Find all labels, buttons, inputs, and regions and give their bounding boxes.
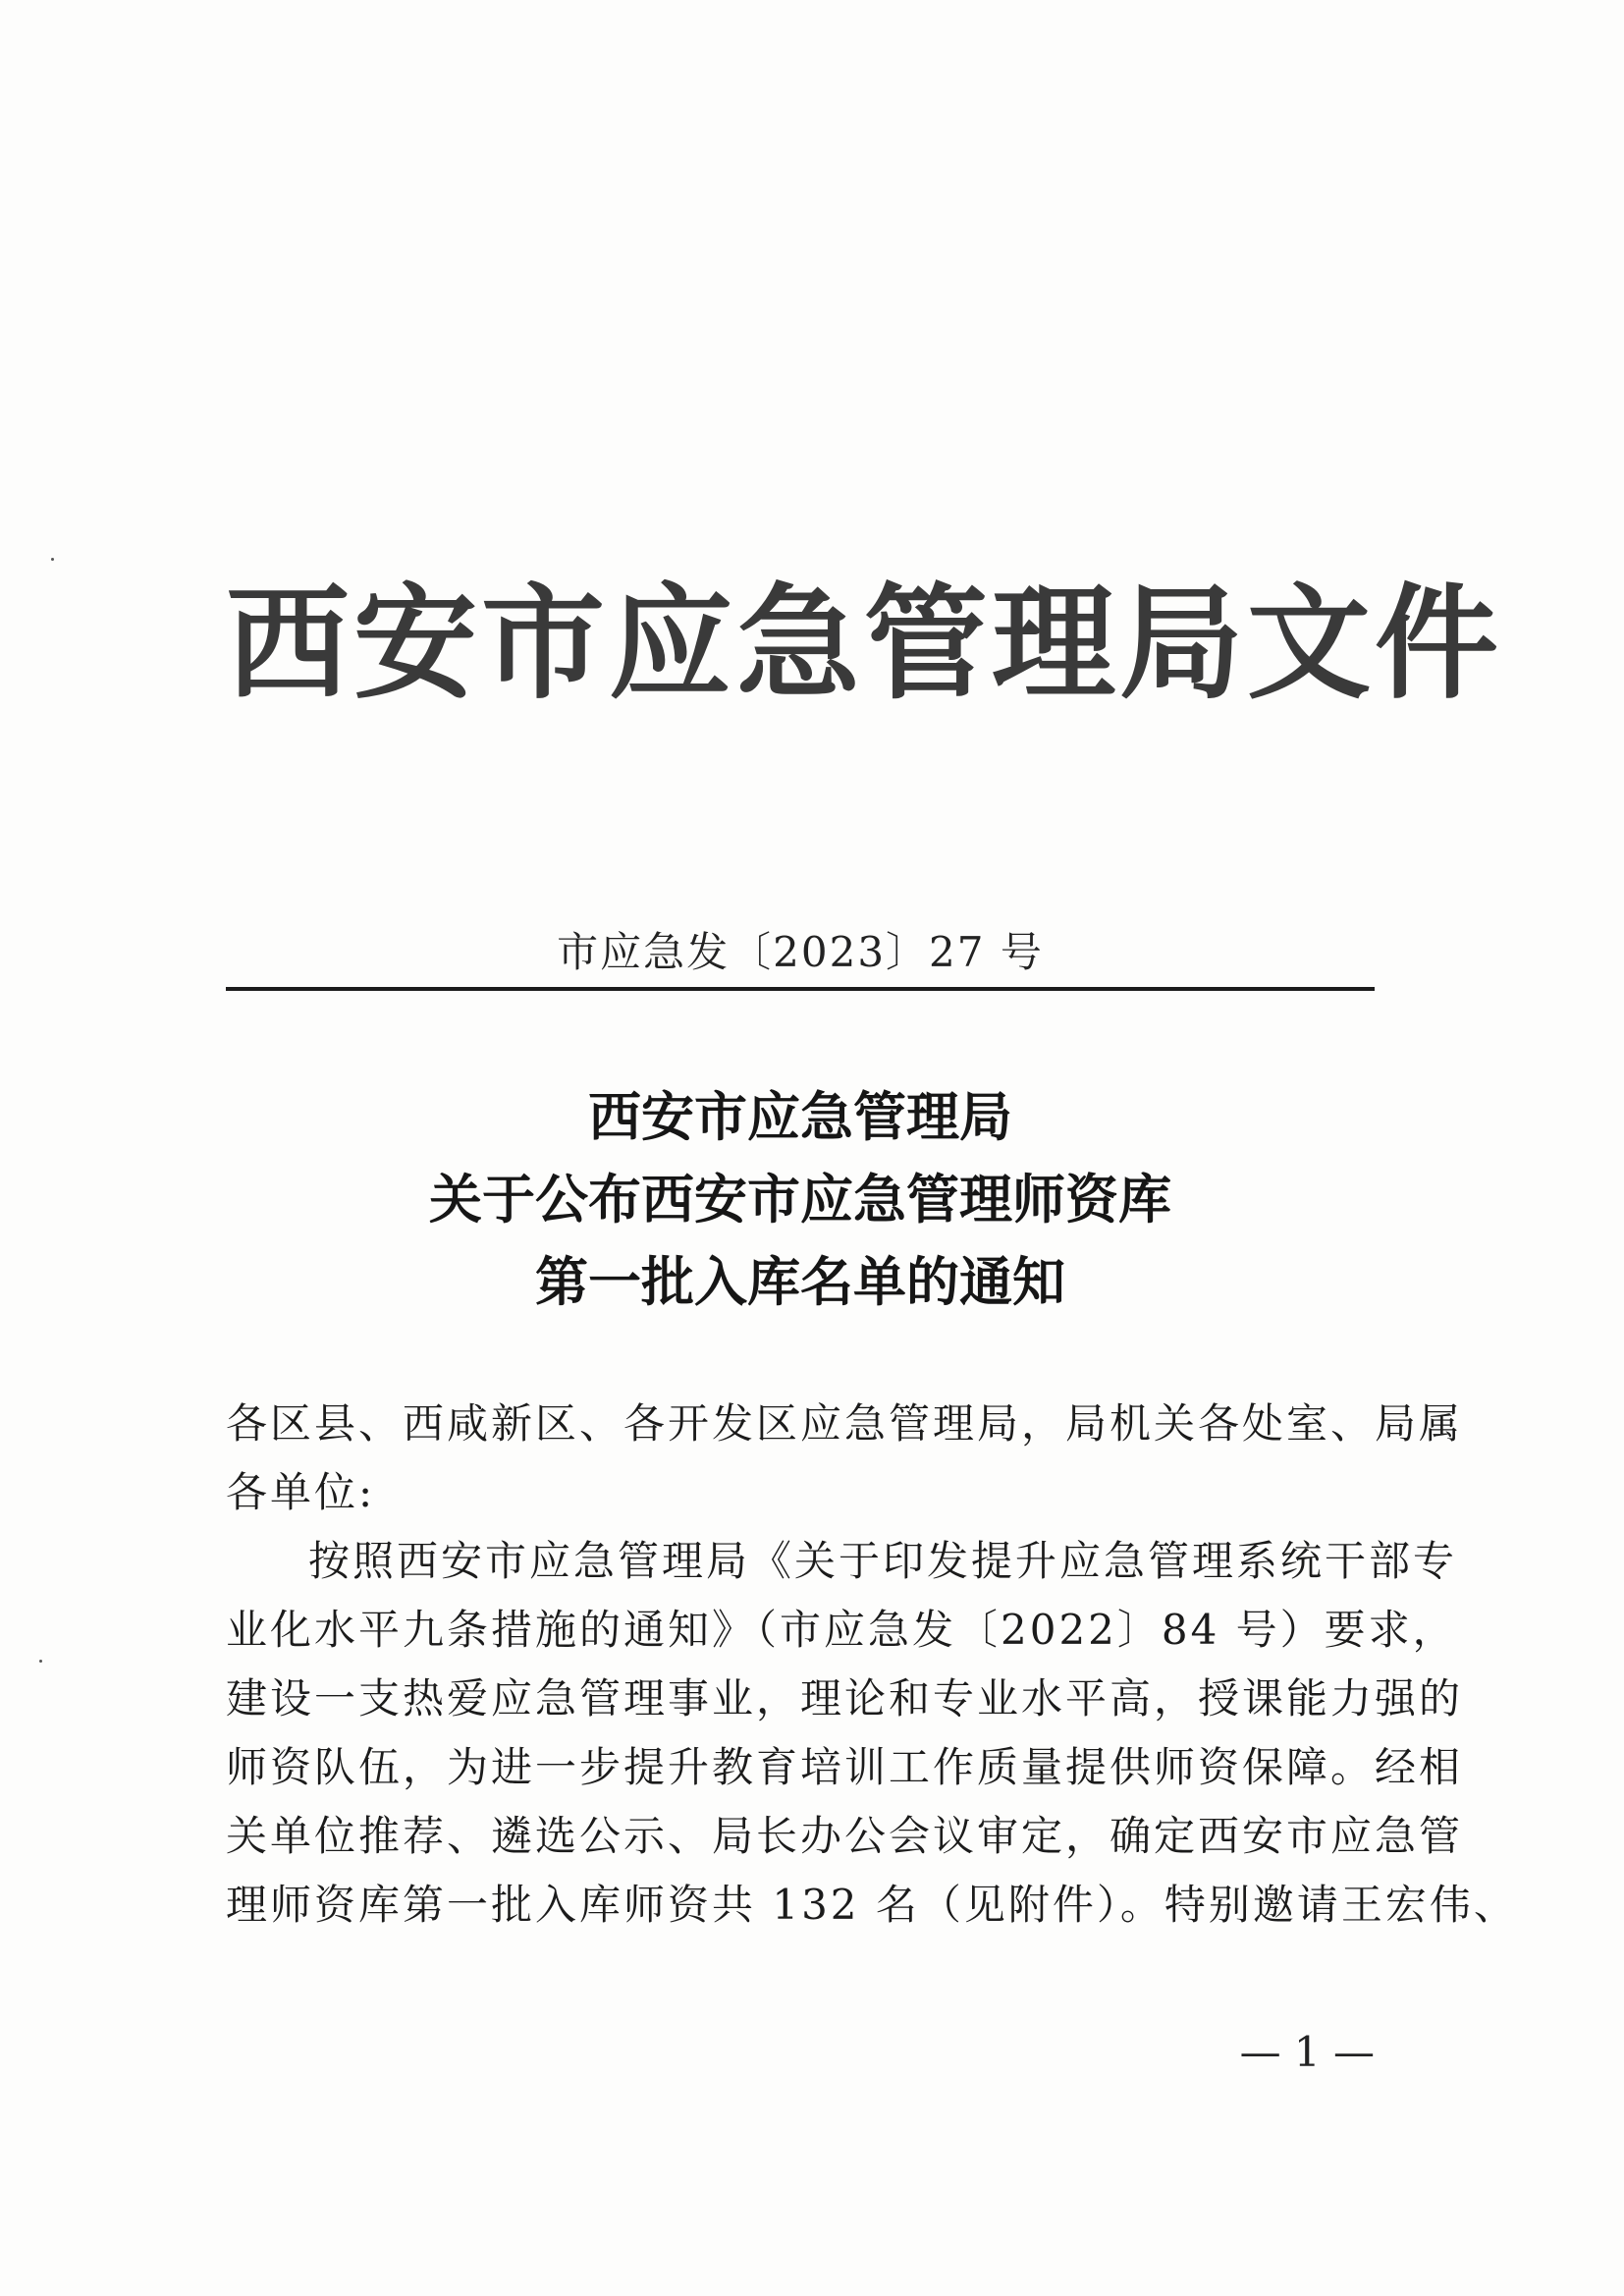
paragraph-line-4: 师资队伍，为进一步提升教育培训工作质量提供师资保障。经相 — [226, 1743, 1464, 1791]
notice-title-line-2: 关于公布西安市应急管理师资库 — [429, 1168, 1171, 1230]
header-divider — [226, 987, 1375, 991]
masthead-title: 西安市应急管理局文件 — [226, 571, 1502, 716]
paragraph-line-6: 理师资库第一批入库师资共 132 名（见附件）。特别邀请王宏伟、 — [226, 1881, 1518, 1929]
scan-speck — [51, 558, 54, 561]
paragraph-line-3: 建设一支热爱应急管理事业，理论和专业水平高，授课能力强的 — [226, 1674, 1464, 1722]
notice-title-line-3: 第一批入库名单的通知 — [535, 1250, 1065, 1313]
paragraph-line-2: 业化水平九条措施的通知》（市应急发〔2022〕84 号）要求， — [226, 1606, 1457, 1654]
scan-speck — [39, 1660, 42, 1663]
paragraph-line-5: 关单位推荐、遴选公示、局长办公会议审定，确定西安市应急管 — [226, 1812, 1464, 1860]
notice-title — [226, 1075, 1375, 1323]
addressee-line-1: 各区县、西咸新区、各开发区应急管理局，局机关各处室、局属 — [226, 1399, 1464, 1448]
document-number: 市应急发〔2023〕27 号 — [557, 928, 1044, 976]
paragraph-line-1: 按照西安市应急管理局《关于印发提升应急管理系统干部专 — [308, 1537, 1458, 1585]
notice-title-line-1: 西安市应急管理局 — [588, 1085, 1012, 1148]
page-number: — 1 — — [1239, 2028, 1375, 2076]
addressee-line-2: 各单位: — [226, 1468, 376, 1516]
notice-body — [226, 1390, 1518, 1940]
